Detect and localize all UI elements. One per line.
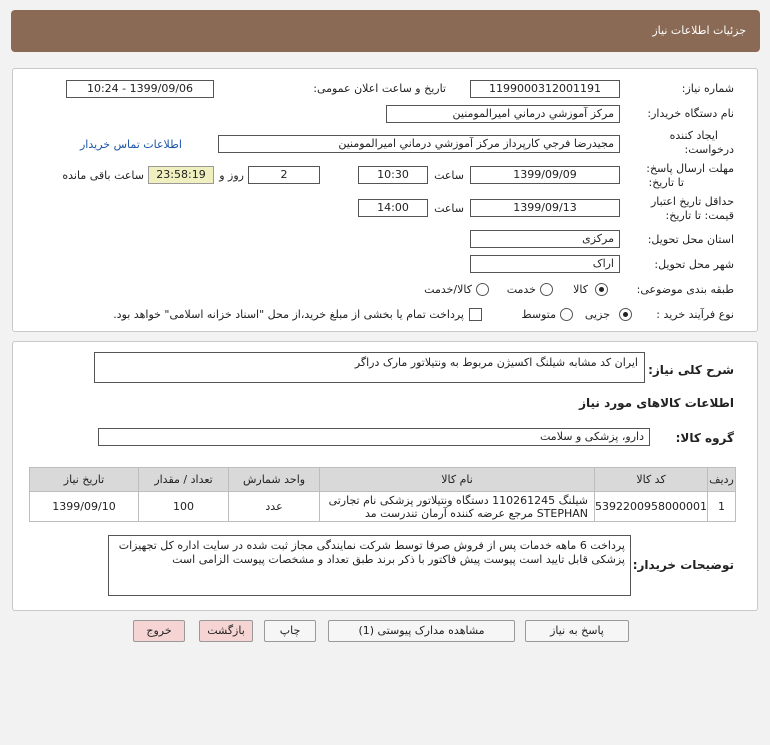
city-field: اراک	[470, 255, 620, 273]
col-unit: واحد شمارش	[229, 468, 320, 492]
validity-time-label: ساعت	[434, 202, 464, 215]
reply-button[interactable]: پاسخ به نیاز	[525, 620, 629, 642]
process-medium-label: متوسط	[521, 308, 556, 321]
category-radio-goods-service[interactable]	[476, 283, 489, 296]
cell-name-line-2: STEPHAN مرجع عرضه کننده آرمان تندرست مد	[364, 506, 589, 520]
validity-time-field: 14:00	[358, 199, 428, 217]
goods-table	[29, 467, 736, 522]
validity-label-2: قیمت: تا تاریخ:	[665, 209, 734, 222]
category-label: طبقه بندی موضوعی:	[636, 283, 734, 296]
goods-section-title: اطلاعات کالاهای مورد نیاز	[579, 396, 734, 410]
creator-label-1: ایجاد کننده	[669, 129, 718, 142]
days-field: 2	[248, 166, 320, 184]
buyer-field: مرکز آموزشي درماني اميرالمومنين	[386, 105, 620, 123]
process-radio-minor[interactable]	[619, 308, 632, 321]
creator-field: مجیدرضا فرجي کارپرداز مرکز آموزشي درماني اميرالمومنين	[218, 135, 620, 153]
summary-field: ایران کد مشابه شیلنگ اکسیژن مربوط به ونتیلاتور مارک دراگر	[94, 352, 645, 383]
announce-label: تاریخ و ساعت اعلان عمومی:	[313, 82, 446, 95]
buyer-label: نام دستگاه خریدار:	[647, 107, 734, 120]
cell-name	[320, 492, 595, 522]
category-goods-label: کالا	[573, 283, 588, 296]
goods-table-wrap	[29, 467, 736, 522]
category-service-label: خدمت	[506, 283, 536, 296]
deadline-label-2: تا تاریخ:	[648, 176, 684, 189]
col-row: ردیف	[708, 468, 736, 492]
table-header-row	[30, 468, 736, 492]
buyer-notes-field: پرداخت 6 ماهه خدمات پس از فروش صرفا توسط شرکت نمایندگی مجاز ثبت شده در سایت اداره کل تجهیزات پزشکی قابل تایید است پیوست پیش فاکتور با ذکر برند طبق تعداد و مشخصات پیوست الزامی است	[108, 535, 631, 596]
deadline-time-label: ساعت	[434, 169, 464, 182]
page-title: جزئیات اطلاعات نیاز	[652, 24, 746, 37]
summary-label: شرح کلی نیاز:	[648, 363, 734, 377]
process-label: نوع فرآیند خرید :	[656, 308, 734, 321]
cell-date: 1399/09/10	[30, 492, 139, 522]
process-radio-medium[interactable]	[560, 308, 573, 321]
back-button[interactable]: بازگشت	[199, 620, 253, 642]
exit-button[interactable]: خروج	[133, 620, 185, 642]
cell-code: 5392200958000001	[595, 492, 708, 522]
cell-row: 1	[708, 492, 736, 522]
category-goods-service-label: کالا/خدمت	[424, 283, 472, 296]
need-number-field: 1199000312001191	[470, 80, 620, 98]
validity-label-1: حداقل تاریخ اعتبار	[650, 195, 734, 208]
deadline-label-1: مهلت ارسال پاسخ:	[646, 162, 734, 175]
province-label: استان محل تحویل:	[647, 233, 734, 246]
treasury-checkbox[interactable]	[469, 308, 482, 321]
cell-qty: 100	[139, 492, 229, 522]
table-row	[30, 492, 736, 522]
need-number-label: شماره نیاز:	[681, 82, 734, 95]
remaining-time-field: 23:58:19	[148, 166, 214, 184]
category-radio-service[interactable]	[540, 283, 553, 296]
process-minor-label: جزیی	[584, 308, 610, 321]
deadline-date-field: 1399/09/09	[470, 166, 620, 184]
cell-name-line-1: شیلنگ 110261245 دستگاه ونتیلاتور پزشکی نام تجارتی	[328, 493, 589, 507]
col-date: تاریخ نیاز	[30, 468, 139, 492]
remaining-label: ساعت باقی مانده	[62, 169, 144, 182]
validity-date-field: 1399/09/13	[470, 199, 620, 217]
group-label: گروه کالا:	[675, 431, 734, 445]
page-header	[11, 10, 760, 52]
announce-field: 1399/09/06 - 10:24	[66, 80, 214, 98]
col-qty: تعداد / مقدار	[139, 468, 229, 492]
group-field: دارو، پزشکی و سلامت	[98, 428, 650, 446]
creator-label-2: درخواست:	[684, 143, 734, 156]
view-attachments-button[interactable]: مشاهده مدارک پیوستی (1)	[328, 620, 515, 642]
buyer-notes-label: توضیحات خریدار:	[632, 558, 734, 572]
contact-info-link[interactable]: اطلاعات تماس خریدار	[80, 138, 182, 151]
deadline-time-field: 10:30	[358, 166, 428, 184]
days-label: روز و	[219, 169, 244, 182]
col-name: نام کالا	[320, 468, 595, 492]
print-button[interactable]: چاپ	[264, 620, 316, 642]
province-field: مرکزی	[470, 230, 620, 248]
cell-unit: عدد	[229, 492, 320, 522]
col-code: کد کالا	[595, 468, 708, 492]
category-radio-goods[interactable]	[595, 283, 608, 296]
payment-note: پرداخت تمام یا بخشی از مبلغ خرید،از محل "اسناد خزانه اسلامی" خواهد بود.	[113, 308, 464, 321]
city-label: شهر محل تحویل:	[654, 258, 734, 271]
